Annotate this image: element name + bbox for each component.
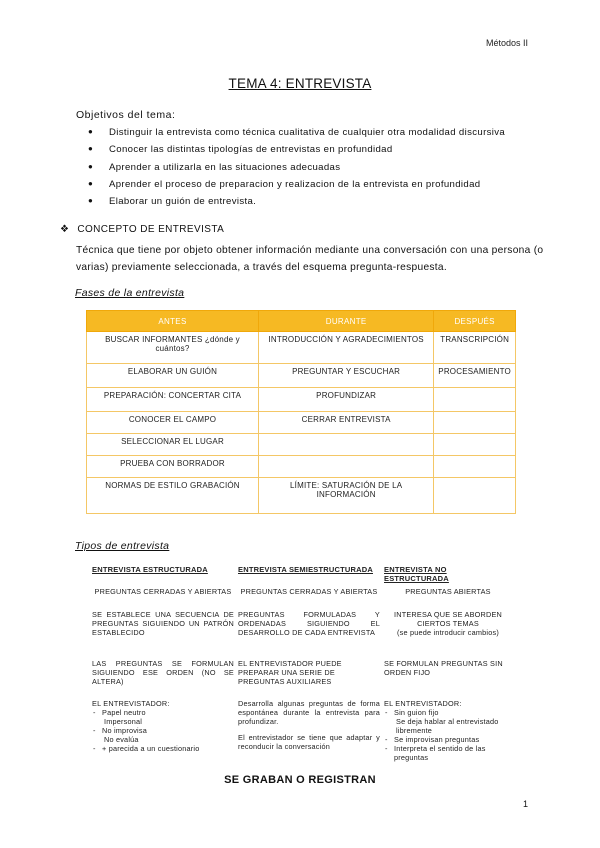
list-item: - Se improvisan preguntas	[394, 735, 512, 744]
structured-questions: PREGUNTAS CERRADAS Y ABIERTAS	[94, 587, 232, 596]
list-item: Impersonal	[104, 717, 143, 726]
unstructured-sequence-text: INTERESA QUE SE ABORDEN CIERTOS TEMAS	[394, 610, 502, 628]
structured-order: LAS PREGUNTAS SE FORMULAN SIGUIENDO ESE ORDEN (NO SE ALTERA)	[92, 659, 234, 686]
table-cell: ELABORAR UN GUIÓN	[87, 364, 259, 388]
semi-paragraph-2: El entrevistador se tiene que adaptar y reconducir la conversación	[238, 733, 380, 751]
table-row	[87, 412, 516, 434]
table-header-row	[87, 311, 516, 332]
unstructured-sequence-note: (se puede introducir cambios)	[397, 628, 499, 637]
concept-heading: ❖ CONCEPTO DE ENTREVISTA	[60, 224, 225, 235]
table-row	[87, 332, 516, 364]
objectives-heading: Objetivos del tema:	[76, 109, 176, 121]
semi-paragraph-1: Desarrolla algunas preguntas de forma espontánea durante la entrevista para profundizar.	[238, 699, 380, 726]
table-cell	[434, 388, 516, 412]
structured-title: ENTREVISTA ESTRUCTURADA	[92, 565, 208, 574]
table-row	[87, 434, 516, 456]
table-cell: SELECCIONAR EL LUGAR	[87, 434, 259, 456]
unstructured-sequence	[384, 610, 512, 637]
objectives-list	[88, 127, 505, 213]
list-item-note: Se deja hablar al entrevistado libremente	[396, 717, 499, 735]
table-cell: CERRAR ENTREVISTA	[259, 412, 434, 434]
semi-sequence: PREGUNTAS FORMULADAS Y ORDENADAS SIGUIENDO EL DESARROLLO DE CADA ENTREVISTA	[238, 610, 380, 637]
table-cell: LÍMITE: SATURACIÓN DE LA INFORMACIÓN	[259, 478, 434, 514]
table-cell	[434, 412, 516, 434]
course-header: Métodos II	[485, 38, 528, 48]
table-row	[87, 478, 516, 514]
page-title: TEMA 4: ENTREVISTA	[228, 76, 372, 91]
unstructured-order: SE FORMULAN PREGUNTAS SIN ORDEN FIJO	[384, 659, 503, 677]
list-item: - Papel neutro	[102, 708, 234, 717]
semi-order: EL ENTREVISTADOR PUEDE PREPARAR UNA SERIE DE PREGUNTAS AUXILIARES	[238, 659, 342, 686]
table-cell	[434, 478, 516, 514]
interviewer-list	[384, 735, 512, 762]
table-cell	[434, 434, 516, 456]
list-item: ● Elaborar un guión de entrevista.	[88, 196, 505, 213]
structured-interviewer	[92, 699, 234, 753]
diamond-bullet-icon: ❖	[60, 224, 70, 235]
list-item: ● Conocer las distintas tipologías de entrevistas en profundidad	[88, 144, 505, 161]
table-cell: BUSCAR INFORMANTES ¿dónde y cuántos?	[87, 332, 259, 364]
list-item: ● Distinguir la entrevista como técnica cualitativa de cualquier otra modalidad discursiva	[88, 127, 505, 144]
structured-sequence: SE ESTABLECE UNA SECUENCIA DE PREGUNTAS SIGUIENDO UN PATRÓN ESTABLECIDO	[92, 610, 234, 637]
concept-definition: Técnica que tiene por objeto obtener información mediante una conversación con una persona (o varias) previamente seleccionada, a través del esquema pregunta-respuesta.	[76, 245, 544, 273]
column-header: DURANTE	[259, 311, 434, 332]
interviewer-list	[92, 744, 234, 753]
table-cell: INTRODUCCIÓN Y AGRADECIMIENTOS	[259, 332, 434, 364]
types-heading: Tipos de entrevista	[75, 540, 170, 552]
unstructured-interviewer	[384, 699, 512, 762]
list-item: No evalúa	[104, 735, 139, 744]
interviewer-list	[384, 708, 512, 717]
table-cell	[259, 456, 434, 478]
table-row	[87, 388, 516, 412]
table-cell: PREPARACIÓN: CONCERTAR CITA	[87, 388, 259, 412]
table-row	[87, 364, 516, 388]
unstructured-title: ENTREVISTA NO ESTRUCTURADA	[384, 565, 449, 583]
page-number: 1	[522, 799, 528, 809]
closing-statement: SE GRABAN O REGISTRAN	[224, 774, 376, 786]
interviewer-list	[92, 708, 234, 717]
interviewer-label: EL ENTREVISTADOR:	[384, 699, 462, 708]
table-cell: NORMAS DE ESTILO GRABACIÓN	[87, 478, 259, 514]
table-cell	[434, 456, 516, 478]
column-header: ANTES	[87, 311, 259, 332]
table-cell: TRANSCRIPCIÓN	[434, 332, 516, 364]
column-header: DESPUÉS	[434, 311, 516, 332]
list-item: ● Aprender a utilizarla en las situaciones adecuadas	[88, 162, 505, 179]
list-item: - Interpreta el sentido de las preguntas	[394, 744, 512, 762]
table-cell: PROFUNDIZAR	[259, 388, 434, 412]
list-item: - No improvisa	[102, 726, 234, 735]
table-cell	[259, 434, 434, 456]
interviewer-label: EL ENTREVISTADOR:	[92, 699, 170, 708]
phases-heading: Fases de la entrevista	[75, 287, 185, 299]
list-item: ● Aprender el proceso de preparacion y realizacion de la entrevista en profundidad	[88, 179, 505, 196]
table-cell: CONOCER EL CAMPO	[87, 412, 259, 434]
table-cell: PREGUNTAR Y ESCUCHAR	[259, 364, 434, 388]
table-row	[87, 456, 516, 478]
phases-table	[86, 310, 516, 514]
list-item: - + parecida a un cuestionario	[102, 744, 234, 753]
semi-questions: PREGUNTAS CERRADAS Y ABIERTAS	[240, 587, 378, 596]
unstructured-questions: PREGUNTAS ABIERTAS	[405, 587, 491, 596]
semi-title: ENTREVISTA SEMIESTRUCTURADA	[238, 565, 373, 574]
table-cell: PROCESAMIENTO	[434, 364, 516, 388]
list-item: - Sin guion fijo	[394, 708, 512, 717]
interviewer-list	[92, 726, 234, 735]
table-cell: PRUEBA CON BORRADOR	[87, 456, 259, 478]
